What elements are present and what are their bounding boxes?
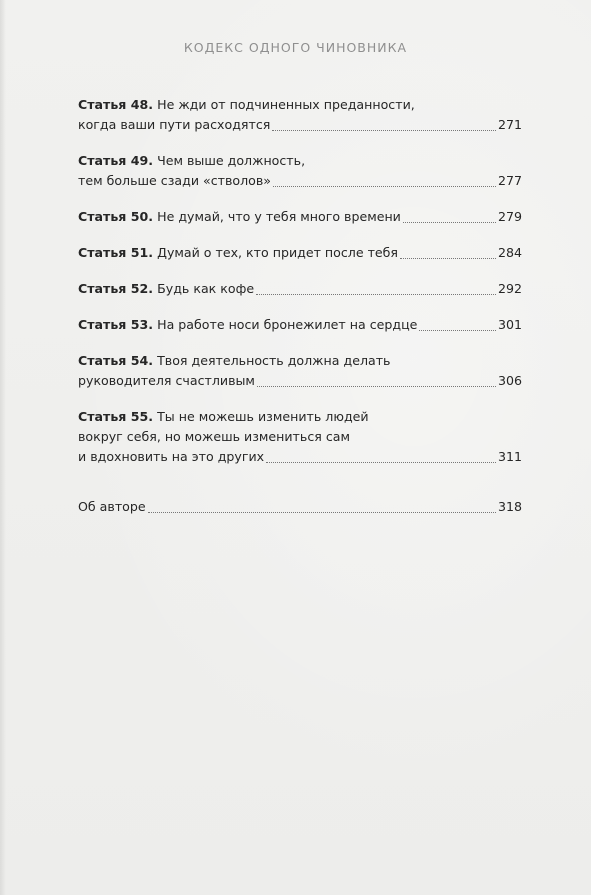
article-title: Твоя деятельность должна делать bbox=[157, 353, 391, 368]
toc-line bbox=[78, 407, 522, 427]
dot-leader bbox=[400, 258, 496, 259]
article-number: Статья 50. bbox=[78, 209, 154, 224]
article-number: Статья 51. bbox=[78, 245, 154, 260]
dot-leader bbox=[272, 130, 496, 131]
page-number: 277 bbox=[497, 173, 522, 188]
dot-leader bbox=[257, 386, 496, 387]
page-crease bbox=[0, 0, 6, 895]
toc-line bbox=[78, 427, 522, 447]
toc-entry[interactable] bbox=[78, 243, 522, 263]
page-number: 306 bbox=[497, 373, 522, 388]
article-number: Статья 49. bbox=[78, 153, 154, 168]
toc-entry[interactable] bbox=[78, 95, 522, 135]
dot-leader bbox=[403, 222, 496, 223]
toc-entry[interactable] bbox=[78, 351, 522, 391]
toc-line bbox=[78, 207, 522, 227]
toc-entry[interactable] bbox=[78, 407, 522, 467]
article-number: Статья 54. bbox=[78, 353, 154, 368]
page-number: 301 bbox=[497, 317, 522, 332]
toc-line bbox=[78, 351, 522, 371]
article-title: Чем выше должность, bbox=[157, 153, 306, 168]
article-title: Ты не можешь изменить людей bbox=[157, 409, 369, 424]
toc-line bbox=[78, 447, 522, 467]
toc-line bbox=[78, 371, 522, 391]
dot-leader bbox=[419, 330, 496, 331]
article-title: руководителя счастливым bbox=[78, 373, 255, 388]
article-title: Будь как кофе bbox=[157, 281, 255, 296]
article-number: Статья 48. bbox=[78, 97, 154, 112]
toc-entry[interactable] bbox=[78, 207, 522, 227]
dot-leader bbox=[266, 462, 496, 463]
article-title: вокруг себя, но можешь измениться сам bbox=[78, 429, 350, 444]
page-number: 271 bbox=[497, 117, 522, 132]
toc-entry[interactable] bbox=[78, 315, 522, 335]
toc-line bbox=[78, 279, 522, 299]
toc-line bbox=[78, 315, 522, 335]
page-number: 279 bbox=[497, 209, 522, 224]
article-title: Не думай, что у тебя много времени bbox=[157, 209, 401, 224]
about-author-label: Об авторе bbox=[78, 499, 146, 514]
page-number: 292 bbox=[497, 281, 522, 296]
running-header: КОДЕКС ОДНОГО ЧИНОВНИКА bbox=[183, 40, 408, 55]
toc-line bbox=[78, 115, 522, 135]
article-title: Думай о тех, кто придет после тебя bbox=[157, 245, 399, 260]
article-title: и вдохновить на это других bbox=[78, 449, 265, 464]
article-title: тем больше сзади «стволов» bbox=[78, 173, 272, 188]
dot-leader bbox=[273, 186, 496, 187]
article-title: На работе носи бронежилет на сердце bbox=[157, 317, 418, 332]
article-number: Статья 53. bbox=[78, 317, 154, 332]
toc-line bbox=[78, 171, 522, 191]
dot-leader bbox=[148, 512, 496, 513]
toc-line bbox=[78, 95, 522, 115]
toc-line bbox=[78, 151, 522, 171]
article-title: Не жди от подчиненных преданности, bbox=[157, 97, 415, 112]
table-of-contents bbox=[78, 95, 522, 533]
toc-line bbox=[78, 497, 522, 517]
toc-entry-about-author[interactable] bbox=[78, 497, 522, 517]
toc-entry[interactable] bbox=[78, 279, 522, 299]
article-number: Статья 55. bbox=[78, 409, 154, 424]
page-number: 318 bbox=[497, 499, 522, 514]
page-number: 284 bbox=[497, 245, 522, 260]
toc-entry[interactable] bbox=[78, 151, 522, 191]
article-number: Статья 52. bbox=[78, 281, 154, 296]
toc-line bbox=[78, 243, 522, 263]
article-title: когда ваши пути расходятся bbox=[78, 117, 271, 132]
dot-leader bbox=[256, 294, 496, 295]
page-number: 311 bbox=[497, 449, 522, 464]
